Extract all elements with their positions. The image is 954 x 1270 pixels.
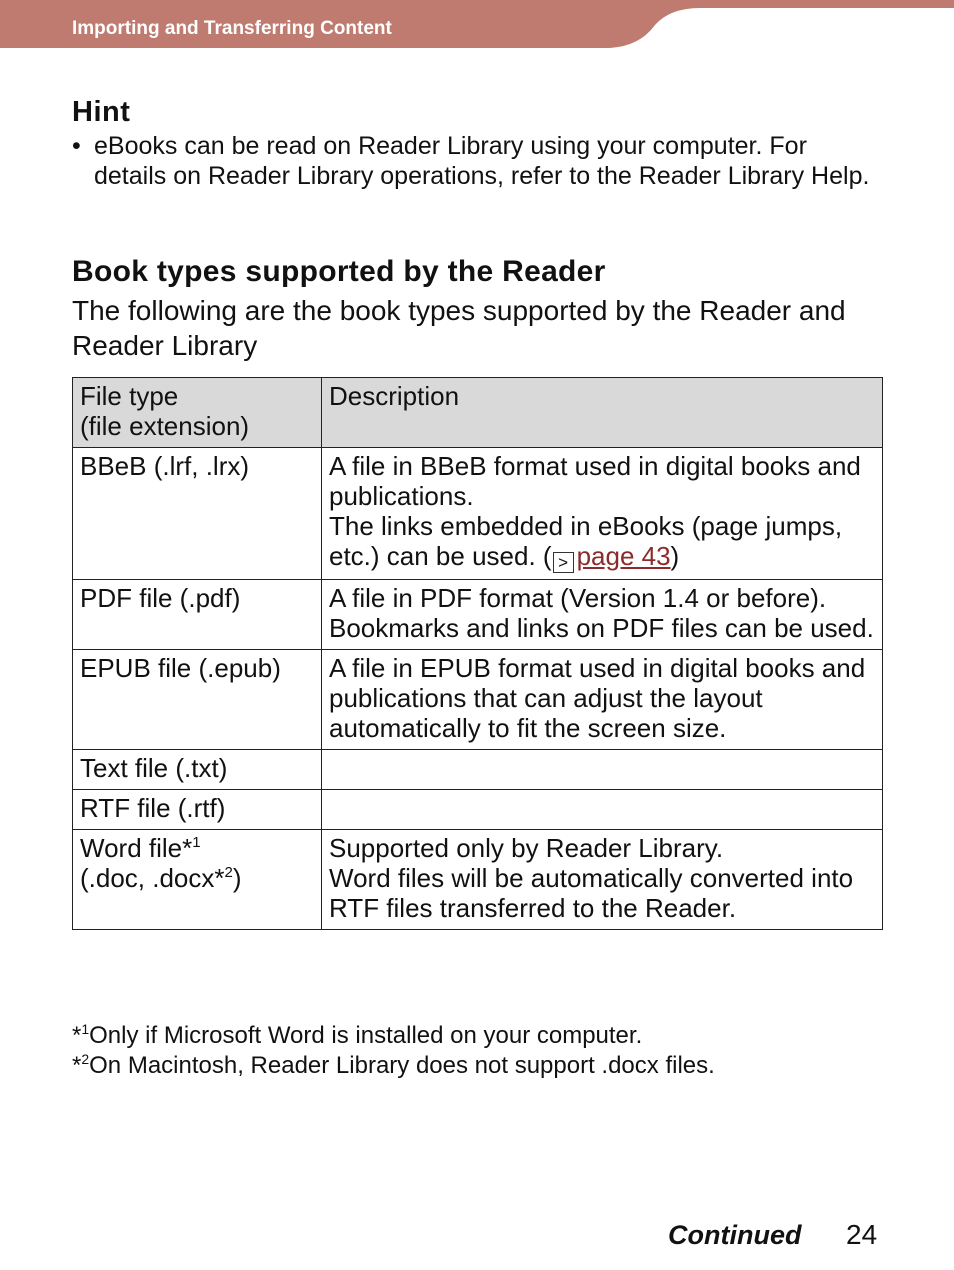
description-text: The links embedded in eBooks (page jumps, etc.) can be used. ( [329,511,843,571]
footnote-mark: * [72,1052,82,1079]
description-line: Bookmarks and links on PDF files can be used. [329,613,874,643]
file-type-text: (.doc, .docx* [80,863,225,893]
description-line: A file in BBeB format used in digital books and publications. [329,451,861,511]
footnote-text: Only if Microsoft Word is installed on your computer. [89,1022,643,1049]
page-reference-link[interactable]: page 43 [576,541,671,571]
footnote-number: 1 [81,1021,90,1037]
hint-item [72,131,872,191]
cell-description [322,830,883,930]
table-row [73,750,883,790]
header-band [0,0,954,50]
cell-description [322,448,883,580]
header-file-type-line2: (file extension) [80,411,250,441]
table-row [73,830,883,930]
cell-file-type: PDF file (.pdf) [73,580,322,650]
description-line [329,511,876,573]
section-title: Book types supported by the Reader [72,255,606,288]
description-line: A file in PDF format (Version 1.4 or before). [329,583,827,613]
page-number: 24 [846,1219,878,1250]
footnote-ref: 2 [224,864,233,881]
cell-file-type: BBeB (.lrf, .lrx) [73,448,322,580]
section-intro: The following are the book types supported by the Reader and Reader Library [72,295,846,361]
file-type-text: ) [232,863,242,893]
cell-file-type: RTF file (.rtf) [73,790,322,830]
continued-label: Continued [668,1220,802,1250]
description-text: ) [670,541,680,571]
footnotes [72,1021,892,1081]
table-row [73,650,883,750]
table-row [73,790,883,830]
book-types-table [72,377,883,930]
cell-description: A file in EPUB format used in digital books and publications that can adjust the layout automatically to fit the screen size. [322,650,883,750]
cell-description [322,790,883,830]
hint-text: eBooks can be read on Reader Library using your computer. For details on Reader Library operations, refer to the Reader Library Help. [94,132,870,190]
bullet-icon: • [72,132,81,160]
footnote [72,1051,892,1081]
table-row [73,448,883,580]
description-line: Word files will be automatically converted into RTF files transferred to the Reader. [329,863,854,923]
cell-file-type: EPUB file (.epub) [73,650,322,750]
cell-file-type [73,830,322,930]
footnote [72,1021,892,1051]
description-line: Supported only by Reader Library. [329,833,724,863]
header-file-type-line1: File type [80,381,179,411]
file-type-line [80,863,315,893]
footnote-mark: * [72,1022,82,1049]
file-type-text: Word file* [80,833,193,863]
cell-description [322,580,883,650]
footnote-number: 2 [81,1051,90,1067]
hint-list [72,131,872,191]
table-row [73,580,883,650]
footnote-ref: 1 [192,834,201,851]
chapter-title: Importing and Transferring Content [72,18,392,39]
footnote-text: On Macintosh, Reader Library does not support .docx files. [89,1052,715,1079]
page-reference-icon: > [553,552,574,573]
table-header-row [73,378,883,448]
header-file-type [73,378,322,448]
file-type-line [80,833,315,863]
cell-file-type: Text file (.txt) [73,750,322,790]
hint-heading: Hint [72,96,131,128]
cell-description [322,750,883,790]
header-description: Description [322,378,883,448]
